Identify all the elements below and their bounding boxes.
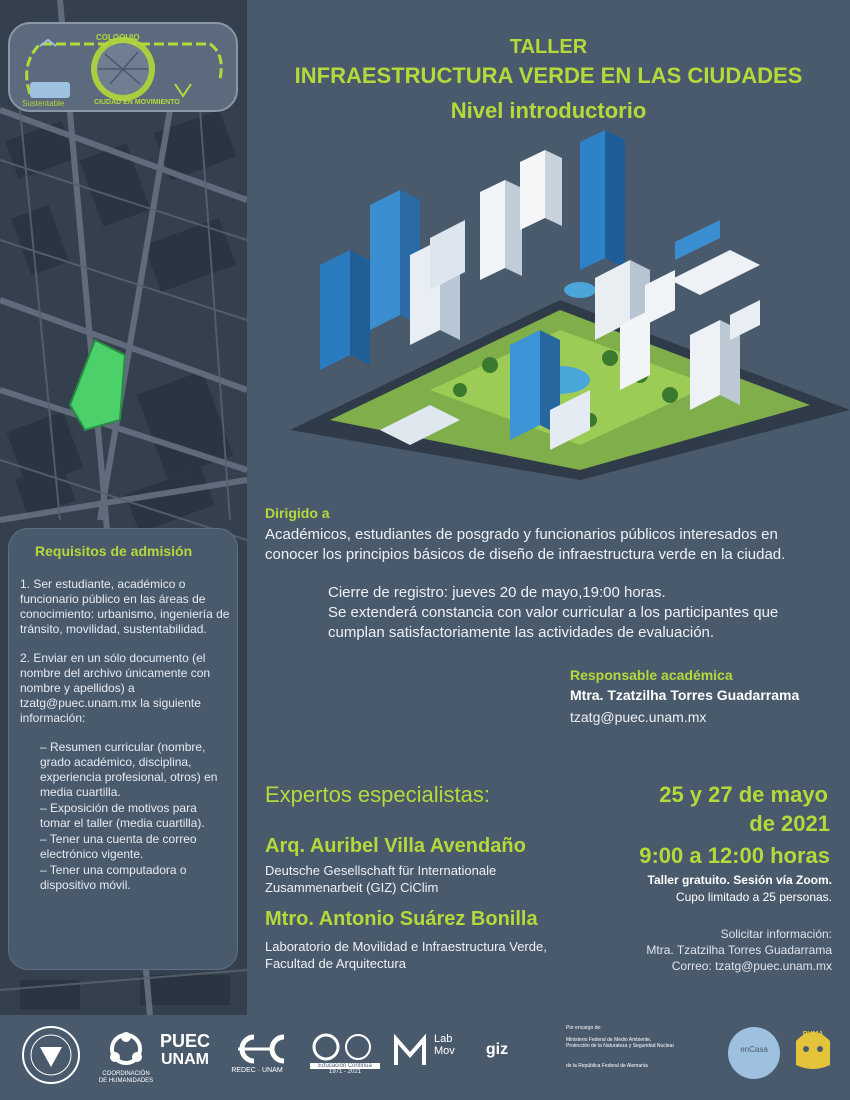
humanidades-logo (98, 1029, 154, 1085)
responsable-name: Mtra. Tzatzilha Torres Guadarrama (570, 687, 800, 703)
unam-seal-logo (22, 1023, 80, 1087)
experto-2-desc: Laboratorio de Movilidad e Infraestructura Verde, Facultad de Arquitectura (265, 939, 547, 971)
puec-logo (160, 1031, 210, 1069)
title-nivel: Nivel introductorio (450, 98, 647, 123)
modalidad-block (648, 872, 832, 906)
experto-2-name: Mtro. Antonio Suárez Bonilla (265, 908, 538, 930)
title-main: INFRAESTRUCTURA VERDE EN LAS CIUDADES (294, 63, 803, 88)
fecha-anio: de 2021 (749, 811, 830, 836)
solicitar-correo[interactable]: Correo: tzatg@puec.unam.mx (671, 959, 832, 973)
anios-label: 1971 - 2021 (328, 1069, 362, 1075)
ministerio-label: Ministerio Federal de Medio Ambiente, Protección de la Naturaleza y Seguridad Nuclear (566, 1037, 675, 1049)
puec-label: PUEC (160, 1031, 211, 1051)
requisitos-sublist (40, 740, 230, 893)
republica-label: de la República Federal de Alemania (566, 1063, 648, 1069)
dirigido-text: Académicos, estudiantes de posgrado y funcionarios públicos interesados en conocer los principios básicos de diseño de infraestructura verde en la ciudad. (265, 526, 786, 563)
coloquio-logo-graphic (10, 24, 236, 110)
solicitar-block (646, 926, 832, 974)
redec-label: REDEC · UNAM (231, 1067, 283, 1074)
por-encargo-label: Por encargo de: (566, 1025, 602, 1031)
redec-logo (222, 1033, 292, 1074)
labmov-icon (392, 1033, 428, 1069)
educacion-continua-icon (310, 1033, 380, 1061)
requisitos-title: Requisitos de admisión (35, 543, 193, 559)
footer-logos (0, 1015, 850, 1100)
title-taller: TALLER (509, 36, 588, 58)
dirigido-heading: Dirigido a (265, 505, 330, 521)
experto-1-name: Arq. Auribel Villa Avendaño (265, 835, 526, 857)
enCasa-logo (728, 1027, 780, 1079)
badge-text-ciudad: CIUDAD EN MOVIMIENTO (94, 99, 180, 106)
requisito-sub-item: – Exposición de motivos para tomar el taller (media cuartilla). (40, 801, 205, 830)
modalidad-text: Taller gratuito. Sesión vía Zoom. (647, 873, 832, 887)
requisitos-list (20, 577, 230, 894)
city-illustration-graphic (290, 130, 850, 480)
expertos-heading: Expertos especialistas: (265, 782, 490, 807)
constancia-text: Se extenderá constancia con valor curricular a los participantes que cumplan satisfactoriamente las actividades de evaluación. (328, 604, 779, 641)
fecha-dias: 25 y 27 de mayo (659, 782, 828, 807)
cupo-text: Cupo limitado a 25 personas. (675, 890, 832, 904)
requisito-sub-item: – Tener una computadora o dispositivo móvil. (40, 863, 187, 892)
encasa-label: enCasa (740, 1045, 768, 1054)
responsable-email[interactable]: tzatg@puec.unam.mx (570, 709, 707, 725)
educacion-continua-logo (310, 1033, 380, 1075)
solicitar-label: Solicitar información: (720, 927, 832, 941)
badge-text-sustentable: Sustentable (22, 99, 65, 108)
redec-icon (224, 1033, 290, 1065)
badge-text-coloquio: COLOQUIO (96, 33, 140, 42)
labmov-logo (392, 1033, 472, 1069)
humanidades-label: COORDINACIÓN DE HUMANIDADES (98, 1071, 154, 1084)
requisito-sub-item: – Tener una cuenta de correo electrónico vigente. (40, 832, 197, 861)
puma-label: PUMA (802, 1031, 824, 1038)
cierre-text: Cierre de registro: jueves 20 de mayo,19:00 horas. (328, 584, 666, 601)
responsable-heading: Responsable académica (570, 667, 733, 683)
solicitar-contacto: Mtra. Tzatzilha Torres Guadarrama (646, 943, 832, 957)
puec-unam-label: UNAM (161, 1051, 209, 1068)
giz-logo: giz (485, 1041, 509, 1058)
labmov-label-1: Lab (434, 1033, 453, 1045)
cierre-registro (328, 583, 828, 643)
unam-seal-icon (22, 1023, 80, 1087)
requisito-1: 1. Ser estudiante, académico o funcionario público en las áreas de conocimiento: urbanismo, ingeniería de tránsito, movilidad, sustentabilidad. (20, 577, 230, 636)
city-illustration (290, 130, 850, 480)
pumita-logo (790, 1023, 836, 1038)
experto-1-desc: Deutsche Gesellschaft für Internationale Zusammenarbeit (GIZ) CiClim (265, 863, 497, 895)
coloquio-logo (8, 22, 238, 112)
requisito-sub-item: – Resumen curricular (nombre, grado académico, disciplina, experiencia profesional, otros) en media cuartilla. (40, 740, 218, 799)
labmov-label-2: Mov (434, 1045, 455, 1057)
requisito-2: 2. Enviar en un sólo documento (el nombre del archivo únicamente con nombre y apellidos) a tzatg@puec.unam.mx la siguiente información: (20, 651, 211, 725)
educacion-label: Educación Continua (310, 1063, 380, 1069)
fecha-horas: 9:00 a 12:00 horas (639, 843, 830, 868)
ministerio-logo (566, 1025, 676, 1069)
humanidades-icon (106, 1029, 146, 1069)
